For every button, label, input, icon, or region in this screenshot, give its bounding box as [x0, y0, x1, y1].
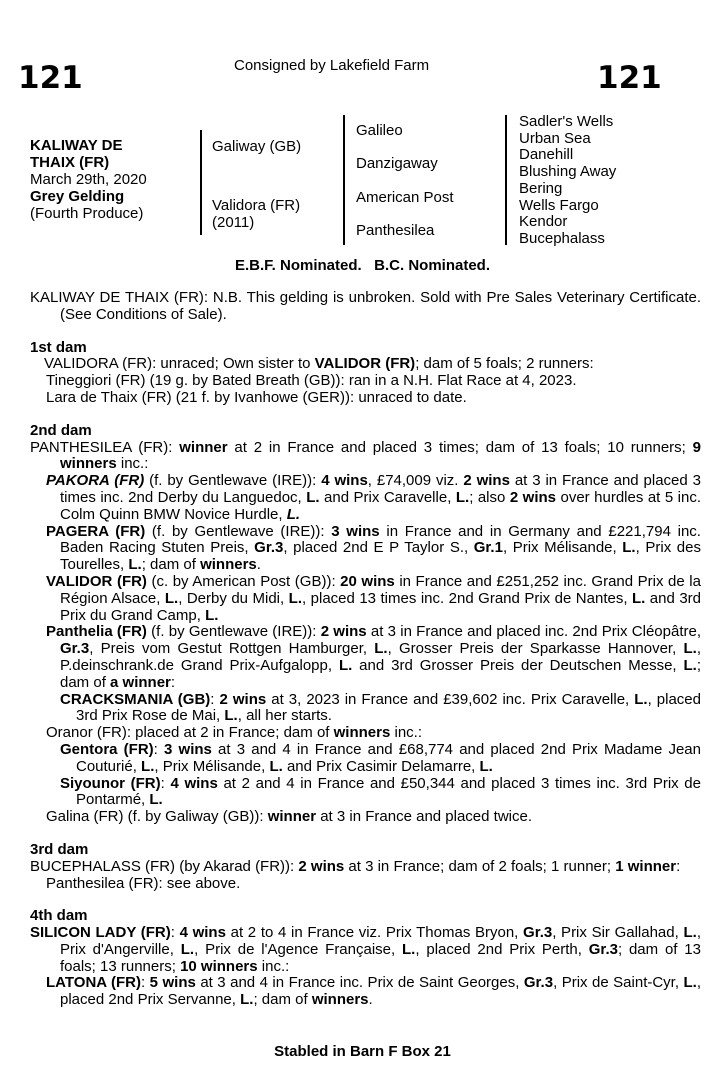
pedigree-divider-1 [200, 130, 202, 235]
third-dam-heading: 3rd dam [30, 840, 89, 858]
first-dam-progeny-2: Lara de Thaix (FR) (21 f. by Ivanhowe (GER)): unraced to date. [46, 388, 467, 406]
third-dam-progeny: Panthesilea (FR): see above. [46, 874, 241, 892]
progeny-cracksmania: CRACKSMANIA (GB): 2 wins at 3, 2023 in France and £39,602 inc. Prix Caravelle, L., placed 3rd Prix Rose de Mai, L., all her starts. [60, 690, 701, 725]
pedigree-divider-2 [343, 115, 345, 245]
first-dam-progeny-1: Tineggiori (FR) (19 g. by Bated Breath (GB)): ran in a N.H. Flat Race at 4, 2023. [46, 372, 577, 390]
intro-paragraph: KALIWAY DE THAIX (FR): N.B. This gelding is unbroken. Sold with Pre Sales Veterinary Certificate. (See Conditions of Sale). [30, 289, 701, 323]
progeny-siyounor: Siyounor (FR): 4 wins at 2 and 4 in France and £50,344 and placed 3 times inc. 3rd Prix de Pontarmé, L. [60, 774, 701, 809]
pedigree-gen2-2: Danzigaway [356, 155, 438, 172]
pedigree-gen3-6: Wells Fargo [519, 196, 599, 214]
first-dam-entry: VALIDORA (FR): unraced; Own sister to VALIDOR (FR); dam of 5 foals; 2 runners: [44, 355, 594, 373]
horse-name-line2: THAIX (FR) [30, 154, 110, 171]
pedigree-gen3-1: Sadler's Wells [519, 113, 614, 130]
pedigree-gen3-4: Blushing Away [519, 163, 617, 181]
horse-sex: Grey Gelding [30, 188, 125, 205]
foaling-date: March 29th, 2020 [30, 171, 147, 188]
pedigree-gen3-8: Bucephalass [519, 229, 605, 247]
pedigree-gen3 [519, 114, 616, 248]
catalogue-body [30, 290, 701, 1009]
pedigree-dam-name: Validora (FR) [212, 197, 301, 214]
first-dam-heading: 1st dam [30, 338, 87, 356]
pedigree-gen3-7: Kendor [519, 213, 568, 231]
progeny-pagera: PAGERA (FR) (f. by Gentlewave (IRE)): 3 wins in France and in Germany and £221,794 inc. Baden Racing Stuten Preis, Gr.3, placed 2nd E P Taylor S., Gr.1, Prix Mélisande, L., Prix des Tourelles, L.; dam of winners. [46, 522, 701, 574]
fourth-dam-heading: 4th dam [30, 907, 88, 925]
progeny-pakora: PAKORA (FR) (f. by Gentlewave (IRE)): 4 wins, £74,009 viz. 2 wins at 3 in France and placed 3 times inc. 2nd Derby du Languedoc, L. and Prix Caravelle, L.; also 2 wins over hurdles at 5 inc. Colm Quinn BMW Novice Hurdle, L. [46, 472, 701, 523]
lot-number-right: 121 [597, 60, 662, 96]
horse-name-line1: KALIWAY DE [30, 137, 123, 154]
third-dam-entry: BUCEPHALASS (FR) (by Akarad (FR)): 2 wins at 3 in France; dam of 2 foals; 1 runner; 1 winner: [30, 857, 681, 875]
pedigree-gen2-1: Galileo [356, 122, 403, 139]
progeny-latona: LATONA (FR): 5 wins at 3 and 4 in France inc. Prix de Saint Georges, Gr.3, Prix de Saint-Cyr, L., placed 2nd Prix Servanne, L.; dam of winners. [46, 974, 702, 1009]
second-dam-entry: PANTHESILEA (FR): winner at 2 in France and placed 3 times; dam of 13 foals; 10 runners; 9 winners inc.: [30, 438, 701, 473]
pedigree-dam-year: (2011) [212, 214, 255, 231]
pedigree-gen3-2: Urban Sea [519, 129, 591, 147]
progeny-oranor: Oranor (FR): placed at 2 in France; dam of winners inc.: [46, 724, 422, 742]
pedigree-gen2-4: Panthesilea [356, 222, 435, 239]
stabling-footer: Stabled in Barn F Box 21 [274, 1043, 451, 1060]
pedigree-gen3-5: Bering [519, 179, 563, 197]
progeny-panthelia: Panthelia (FR) (f. by Gentlewave (IRE)): 2 wins at 3 in France and placed inc. 2nd Prix Cléopâtre, Gr.3, Preis vom Gestut Rottgen Hamburger, L., Grosser Preis der Sparkasse Hannover, L., P.deinschrank.de Grand Prix-Aufgalopp, L. and 3rd Grosser Preis der Deutschen Messe, L.; dam of a winner: [46, 623, 702, 691]
progeny-gentora: Gentora (FR): 3 wins at 3 and 4 in France and £68,774 and placed 2nd Prix Madame Jean Couturié, L., Prix Mélisande, L. and Prix Casimir Delamarre, L. [60, 740, 701, 775]
pedigree-gen3-3: Danehill [519, 146, 574, 164]
horse-details [30, 137, 147, 222]
pedigree-divider-3 [505, 115, 507, 245]
progeny-validor: VALIDOR (FR) (c. by American Post (GB)): 20 wins in France and £251,252 inc. Grand Prix de la Région Alsace, L., Derby du Midi, L., placed 13 times inc. 2nd Grand Prix de Nantes, L. and 3rd Prix du Grand Camp, L. [46, 572, 701, 624]
pedigree-sire: Galiway (GB) [212, 138, 302, 155]
lot-number-left: 121 [18, 60, 83, 96]
produce-number: (Fourth Produce) [30, 205, 144, 222]
nominations: E.B.F. Nominated. B.C. Nominated. [234, 257, 491, 274]
consignor: Consigned by Lakefield Farm [234, 57, 430, 74]
pedigree-gen2-3: American Post [356, 189, 454, 206]
pedigree-dam [212, 197, 300, 231]
second-dam-heading: 2nd dam [30, 421, 92, 439]
fourth-dam-entry: SILICON LADY (FR): 4 wins at 2 to 4 in France viz. Prix Thomas Bryon, Gr.3, Prix Sir Gallahad, L., Prix d'Angerville, L., Prix de l'Agence Française, L., placed 2nd Prix Perth, Gr.3; dam of 13 foals; 13 runners; 10 winners inc.: [30, 924, 701, 975]
progeny-galina: Galina (FR) (f. by Galiway (GB)): winner at 3 in France and placed twice. [46, 808, 533, 826]
